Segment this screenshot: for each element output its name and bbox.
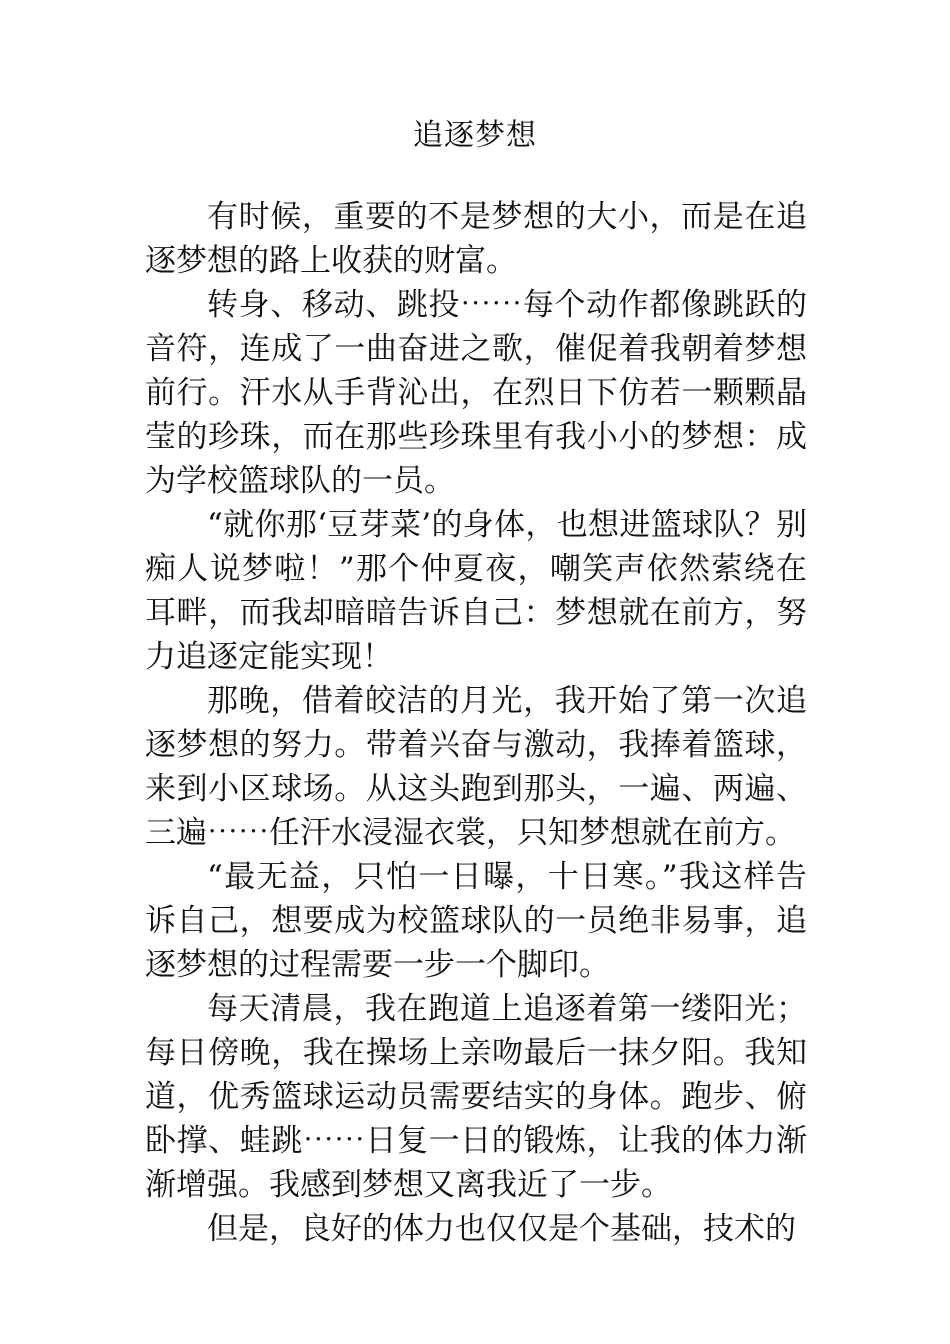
paragraph: 有时候，重要的不是梦想的大小，而是在追逐梦想的路上收获的财富。 [145, 199, 807, 279]
paragraph: 但是，良好的体力也仅仅是个基础，技术的 [207, 1211, 796, 1247]
paragraph: 每天清晨，我在跑道上追逐着第一缕阳光；每日傍晚，我在操场上亲吻最后一抹夕阳。我知道，优秀篮球运动员需要结实的身体。跑步、俯卧撑、蛙跳⋯⋯日复一日的锻炼，让我的体力渐渐增强。我感到梦想又离我近了一步。 [145, 991, 807, 1203]
paragraph: “就你那‘豆芽菜’的身体，也想进篮球队？别痴人说梦啦！”那个仲夏夜，嘲笑声依然萦绕在耳畔，而我却暗暗告诉自己：梦想就在前方，努力追逐定能实现！ [145, 507, 807, 675]
paragraph: “最无益，只怕一日曝，十日寒。”我这样告诉自己，想要成为校篮球队的一员绝非易事，追逐梦想的过程需要一步一个脚印。 [145, 859, 807, 983]
paragraph: 转身、移动、跳投⋯⋯每个动作都像跳跃的音符，连成了一曲奋进之歌，催促着我朝着梦想前行。汗水从手背沁出，在烈日下仿若一颗颗晶莹的珍珠，而在那些珍珠里有我小小的梦想：成为学校篮球队的一员。 [145, 287, 807, 499]
document-title: 追逐梦想 [413, 118, 537, 153]
paragraph: 那晚，借着皎洁的月光，我开始了第一次追逐梦想的努力。带着兴奋与激动，我捧着篮球，来到小区球场。从这头跑到那头，一遍、两遍、三遍⋯⋯任汗水浸湿衣裳，只知梦想就在前方。 [145, 683, 807, 851]
document-body [145, 195, 807, 1251]
